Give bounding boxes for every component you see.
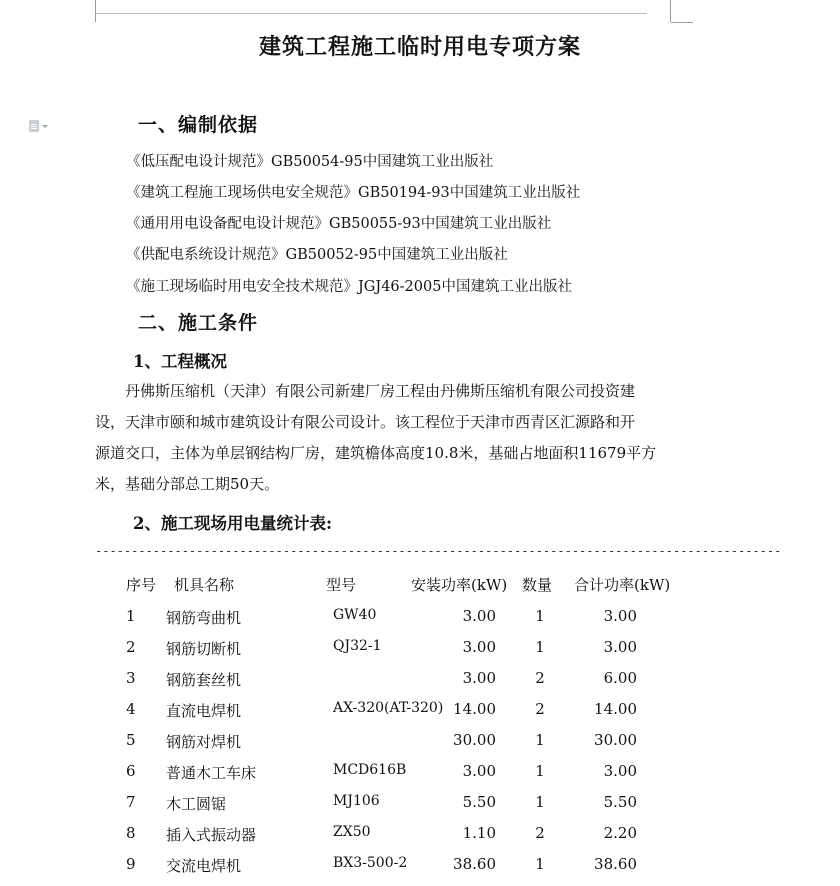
table-row [0,762,780,793]
cell-name: 钢筋弯曲机 [166,609,242,627]
header-rule [95,13,647,14]
cell-no: 1 [126,607,136,625]
cell-no: 4 [126,700,136,718]
table-header-row [0,574,780,605]
table-row [0,824,780,855]
cell-name: 钢筋套丝机 [166,671,242,689]
cell-name: 插入式振动器 [166,826,257,844]
cell-power: 3.00 [462,762,496,780]
cell-total: 6.00 [603,669,637,687]
cell-no: 5 [126,731,136,749]
table-row [0,607,780,638]
cell-power: 3.00 [462,669,496,687]
section-heading-basis: 一、编制依据 [138,114,259,136]
cell-model: AX-320(AT-320) [333,700,444,716]
cell-no: 9 [126,855,136,873]
cell-no: 2 [126,638,136,656]
cell-total: 2.20 [603,824,637,842]
cell-power: 30.00 [453,731,496,749]
cell-power: 5.50 [462,793,496,811]
cell-qty: 1 [535,638,545,656]
header-no: 序号 [126,576,157,594]
cell-total: 3.00 [603,762,637,780]
cell-power: 14.00 [453,700,496,718]
cell-model: BX3-500-2 [333,855,408,871]
subsection-heading-overview: 1、工程概况 [133,352,227,371]
cell-qty: 1 [535,762,545,780]
cell-no: 8 [126,824,136,842]
margin-mark-top-left [95,0,96,22]
paragraph-line: 设，天津市颐和城市建筑设计有限公司设计。该工程位于天津市西青区汇源路和开 [95,413,636,431]
overview-paragraph [95,376,675,500]
cell-qty: 2 [535,700,545,718]
cell-no: 7 [126,793,136,811]
table-row [0,700,780,731]
dashed-divider: ----------------------------------------------------------------------------------------------- [95,544,782,558]
cell-qty: 1 [535,731,545,749]
header-qty: 数量 [522,576,553,594]
cell-total: 30.00 [594,731,637,749]
header-total: 合计功率(kW) [574,576,671,594]
cell-qty: 1 [535,607,545,625]
table-row [0,855,780,886]
cell-total: 14.00 [594,700,637,718]
cell-model: QJ32-1 [333,638,382,654]
table-row [0,731,780,762]
cell-name: 直流电焊机 [166,702,242,720]
cell-power: 38.60 [453,855,496,873]
cell-total: 3.00 [603,607,637,625]
document-title: 建筑工程施工临时用电专项方案 [258,34,581,60]
table-row [0,638,780,669]
reference-item: 《供配电系统设计规范》GB50052-95中国建筑工业出版社 [126,247,508,263]
cell-no: 3 [126,669,136,687]
cell-qty: 2 [535,669,545,687]
margin-mark-top-right-vertical [670,0,671,22]
cell-name: 交流电焊机 [166,857,242,875]
paragraph-line: 米，基础分部总工期50天。 [95,475,280,493]
cell-qty: 1 [535,793,545,811]
cell-model: MJ106 [333,793,380,809]
reference-item: 《低压配电设计规范》GB50054-95中国建筑工业出版社 [126,154,494,170]
cell-total: 38.60 [594,855,637,873]
cell-model: ZX50 [333,824,371,840]
cell-power: 3.00 [462,638,496,656]
cell-name: 普通木工车床 [166,764,257,782]
header-name: 机具名称 [174,576,235,594]
cell-model: GW40 [333,607,377,623]
document-icon [29,120,39,132]
cell-no: 6 [126,762,136,780]
cell-name: 钢筋对焊机 [166,733,242,751]
cell-model: MCD616B [333,762,407,778]
cell-total: 3.00 [603,638,637,656]
cell-total: 5.50 [603,793,637,811]
cell-qty: 1 [535,855,545,873]
header-power: 安装功率(kW) [411,576,508,594]
paragraph-line: 源道交口，主体为单层钢结构厂房，建筑檐体高度10.8米，基础占地面积11679平方 [95,444,657,462]
cell-name: 木工圆锯 [166,795,227,813]
reference-item: 《施工现场临时用电安全技术规范》JGJ46-2005中国建筑工业出版社 [126,279,572,295]
chevron-down-icon [42,125,48,128]
table-row [0,669,780,700]
header-model: 型号 [326,576,357,594]
margin-mark-top-right-horizontal [671,22,693,23]
cell-qty: 2 [535,824,545,842]
reference-item: 《通用用电设备配电设计规范》GB50055-93中国建筑工业出版社 [126,216,552,232]
cell-name: 钢筋切断机 [166,640,242,658]
section-heading-conditions: 二、施工条件 [138,312,259,334]
cell-power: 1.10 [462,824,496,842]
reference-item: 《建筑工程施工现场供电安全规范》GB50194-93中国建筑工业出版社 [126,185,581,201]
table-row [0,793,780,824]
paragraph-menu-button[interactable] [29,119,51,133]
cell-power: 3.00 [462,607,496,625]
subsection-heading-power-table: 2、施工现场用电量统计表: [133,514,333,533]
paragraph-line: 丹佛斯压缩机（天津）有限公司新建厂房工程由丹佛斯压缩机有限公司投资建 [125,382,636,400]
